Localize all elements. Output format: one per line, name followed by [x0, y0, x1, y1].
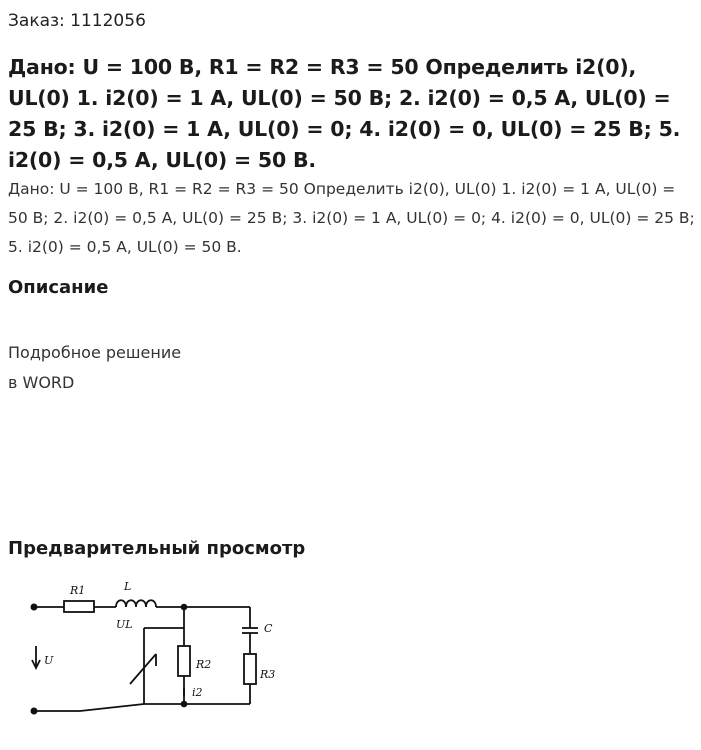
preview-heading: Предварительный просмотр — [8, 538, 306, 559]
resistor-r3 — [244, 654, 256, 684]
inductor-l — [116, 600, 156, 607]
problem-statement: Дано: U = 100 В, R1 = R2 = R3 = 50 Определить i2(0), UL(0) 1. i2(0) = 1 A, UL(0) = 50 B; 2. i2(0) = 0,5 A, UL(0) = 25 B; 3. i2(0) = 1 A, UL(0) = 0; 4. i2(0) = 0, UL(0) = 25 B; 5. i2(0) = 0,5 A, UL(0) = 50 B. — [8, 180, 695, 256]
description-line: в WORD — [8, 373, 75, 392]
label-u: U — [44, 654, 54, 667]
label-r1: R1 — [70, 584, 86, 597]
label-r3: R3 — [260, 668, 276, 681]
circuit-diagram — [20, 576, 300, 726]
page-title: Дано: U = 100 В, R1 = R2 = R3 = 50 Определить i2(0), UL(0) 1. i2(0) = 1 A, UL(0) = 50 B; 2. i2(0) = 0,5 A, UL(0) = 25 B; 3. i2(0) = 1 A, UL(0) = 0; 4. i2(0) = 0, UL(0) = 25 B; 5. i2(0) = 0,5 A, UL(0) = 50 B. — [8, 55, 681, 172]
description-line: Подробное решение — [8, 343, 182, 362]
label-c: C — [264, 622, 273, 635]
nonlinear-mark — [130, 654, 156, 684]
resistor-r1 — [64, 601, 94, 612]
label-r2: R2 — [196, 658, 212, 671]
resistor-r2 — [178, 646, 190, 676]
label-l: L — [124, 580, 132, 593]
label-ul: UL — [116, 618, 133, 631]
description-heading: Описание — [8, 277, 109, 298]
order-number: Заказ: 1112056 — [8, 11, 146, 31]
label-i2: i2 — [192, 686, 203, 699]
circuit-preview — [20, 576, 300, 726]
description-text — [8, 338, 181, 398]
